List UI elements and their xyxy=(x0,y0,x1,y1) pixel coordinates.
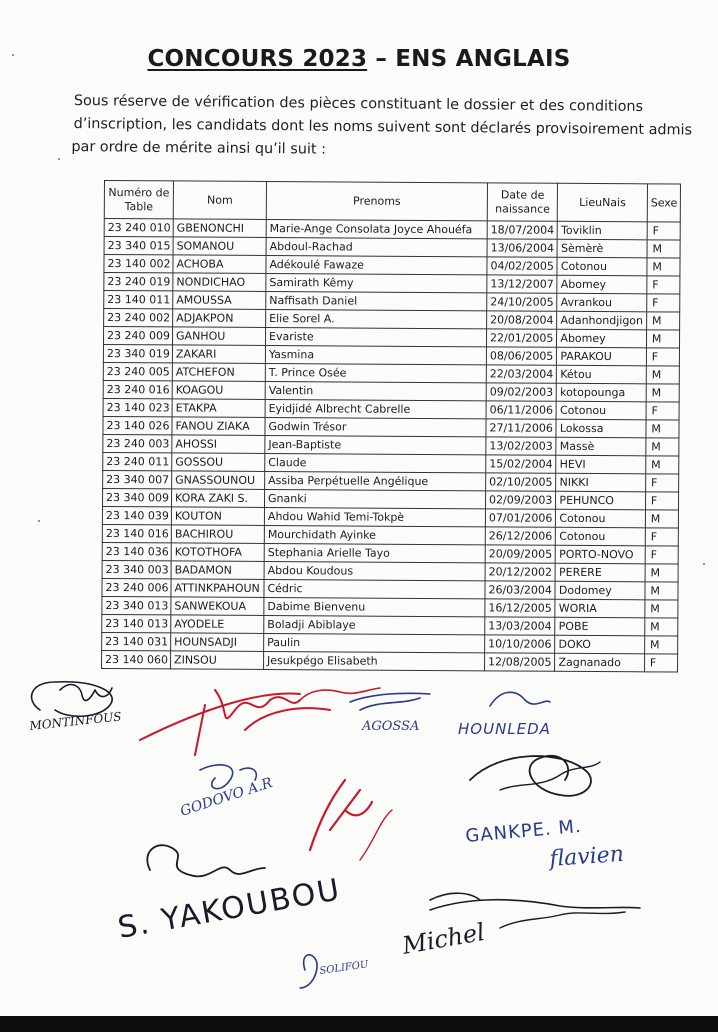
cell-sexe: F xyxy=(645,546,679,564)
signature-text: GANKPE. M. xyxy=(464,815,583,847)
cell-nom: GNASSOUNOU xyxy=(172,471,265,490)
cell-nom: GBENONCHI xyxy=(173,219,266,238)
cell-lieu: Dodomey xyxy=(555,581,645,600)
signature-red-check xyxy=(310,780,392,860)
cell-numero: 23 240 006 xyxy=(102,578,171,596)
cell-lieu: Cotonou xyxy=(556,527,646,546)
cell-numero: 23 140 016 xyxy=(102,524,171,542)
cell-sexe: M xyxy=(646,312,680,330)
cell-prenoms: Ahdou Wahid Temi-Tokpè xyxy=(264,507,485,526)
cell-sexe: M xyxy=(646,438,680,456)
cell-lieu: PERERE xyxy=(555,563,645,582)
header-date: Date de naissance xyxy=(487,183,558,221)
cell-date: 09/02/2003 xyxy=(486,383,557,401)
document-title xyxy=(0,46,718,72)
cell-sexe: M xyxy=(645,636,679,654)
cell-date: 02/10/2005 xyxy=(486,473,557,491)
cell-lieu: Lokossa xyxy=(556,419,646,438)
cell-lieu: PEHUNCO xyxy=(556,491,646,510)
scan-bottom-edge xyxy=(0,1016,718,1032)
signature-text: GODOVO A.R xyxy=(178,774,275,820)
cell-lieu: Abomey xyxy=(557,275,647,294)
cell-sexe: M xyxy=(646,366,680,384)
cell-nom: ADJAKPON xyxy=(173,309,266,328)
cell-nom: KOTOTHOFA xyxy=(171,543,264,562)
signature-text: flavien xyxy=(548,841,625,872)
intro-line: Sous réserve de vérification des pièces constituant le dossier et des conditions xyxy=(73,92,644,115)
cell-numero: 23 340 003 xyxy=(102,560,171,578)
cell-prenoms: Marie-Ange Consolata Joyce Ahouéfa xyxy=(266,219,487,238)
cell-date: 16/12/2005 xyxy=(485,599,556,617)
cell-numero: 23 140 060 xyxy=(102,650,171,668)
cell-lieu: Kétou xyxy=(557,365,647,384)
cell-lieu: POBE xyxy=(555,617,645,636)
cell-date: 26/12/2006 xyxy=(485,527,556,545)
cell-prenoms: Godwin Trésor xyxy=(265,417,486,436)
cell-date: 15/02/2004 xyxy=(486,455,557,473)
cell-date: 20/08/2004 xyxy=(487,311,558,329)
intro-line: par ordre de mérite ainsi qu’il suit : xyxy=(71,138,327,158)
cell-sexe: M xyxy=(646,456,680,474)
cell-prenoms: Elie Sorel A. xyxy=(266,309,487,328)
cell-date: 27/11/2006 xyxy=(486,419,557,437)
cell-numero: 23 240 019 xyxy=(104,273,173,291)
cell-numero: 23 340 007 xyxy=(103,470,172,488)
signature-hounleda xyxy=(458,692,551,738)
cell-sexe: M xyxy=(647,240,681,258)
cell-lieu: Abomey xyxy=(557,329,647,348)
header-sexe: Sexe xyxy=(647,184,681,222)
cell-prenoms: Assiba Perpétuelle Angélique xyxy=(265,471,486,490)
signatures-area xyxy=(0,670,718,1010)
cell-date: 10/10/2006 xyxy=(485,635,556,653)
cell-date: 02/09/2003 xyxy=(485,491,556,509)
cell-nom: KOUTON xyxy=(171,507,264,526)
signature-black-loop xyxy=(147,845,265,876)
cell-prenoms: Mourchidath Ayinke xyxy=(264,525,485,544)
cell-sexe: M xyxy=(645,618,679,636)
cell-numero: 23 340 015 xyxy=(104,237,173,255)
table-row xyxy=(102,650,678,672)
cell-lieu: Zagnanado xyxy=(555,653,645,672)
intro-paragraph xyxy=(71,90,693,165)
signature-gankpe xyxy=(465,756,625,872)
scan-speck xyxy=(58,158,60,160)
cell-numero: 23 240 009 xyxy=(103,327,172,345)
cell-numero: 23 140 023 xyxy=(103,398,172,416)
cell-numero: 23 240 010 xyxy=(104,219,173,237)
cell-numero: 23 140 039 xyxy=(102,506,171,524)
cell-prenoms: Samirath Kêmy xyxy=(266,273,487,292)
cell-numero: 23 140 036 xyxy=(102,542,171,560)
cell-prenoms: Boladji Abiblaye xyxy=(264,615,485,634)
cell-sexe: F xyxy=(645,492,679,510)
cell-date: 12/08/2005 xyxy=(485,653,556,671)
cell-lieu: PARAKOU xyxy=(557,347,647,366)
signature-montinfous xyxy=(28,682,122,733)
scan-speck xyxy=(38,520,40,522)
cell-sexe: F xyxy=(647,276,681,294)
cell-numero: 23 240 011 xyxy=(103,452,172,470)
cell-numero: 23 140 026 xyxy=(103,416,172,434)
cell-prenoms: Abdou Koudous xyxy=(264,561,485,580)
table-header-row xyxy=(104,181,681,223)
cell-numero: 23 140 031 xyxy=(102,632,171,650)
cell-prenoms: Gnanki xyxy=(265,489,486,508)
cell-nom: ZAKARI xyxy=(172,345,265,364)
cell-numero: 23 240 016 xyxy=(103,380,172,398)
cell-sexe: M xyxy=(646,384,680,402)
cell-nom: GOSSOU xyxy=(172,453,265,472)
cell-nom: HOUNSADJI xyxy=(171,633,264,652)
cell-nom: SOMANOU xyxy=(173,237,266,256)
cell-lieu: HEVI xyxy=(556,455,646,474)
cell-date: 04/02/2005 xyxy=(487,257,558,275)
header-prenoms: Prenoms xyxy=(266,181,487,220)
cell-numero: 23 240 002 xyxy=(104,309,173,327)
cell-prenoms: Claude xyxy=(265,453,486,472)
cell-lieu: Avrankou xyxy=(557,293,647,312)
cell-prenoms: Stephania Arielle Tayo xyxy=(264,543,485,562)
cell-nom: GANHOU xyxy=(172,327,265,346)
signature-text: SOLIFOU xyxy=(318,959,370,977)
signature-text: Michel xyxy=(400,917,487,960)
signature-text: MONTINFOUS xyxy=(28,709,123,733)
title-program: – ENS ANGLAIS xyxy=(367,46,571,72)
cell-lieu: Adanhondjigon xyxy=(557,311,647,330)
cell-nom: ACHOBA xyxy=(173,255,266,274)
cell-numero: 23 240 005 xyxy=(103,362,172,380)
cell-sexe: F xyxy=(645,528,679,546)
cell-nom: KOAGOU xyxy=(172,381,265,400)
cell-prenoms: Eyidjidé Albrecht Cabrelle xyxy=(265,399,486,418)
scan-speck xyxy=(703,563,705,565)
cell-prenoms: Jean-Baptiste xyxy=(265,435,486,454)
cell-numero: 23 240 003 xyxy=(103,434,172,452)
cell-lieu: NIKKI xyxy=(556,473,646,492)
cell-prenoms: Valentin xyxy=(265,381,486,400)
cell-sexe: F xyxy=(646,348,680,366)
cell-sexe: F xyxy=(644,654,678,672)
cell-numero: 23 340 019 xyxy=(103,345,172,363)
cell-nom: ETAKPA xyxy=(172,399,265,418)
cell-lieu: Cotonou xyxy=(556,509,646,528)
signature-yakoubou xyxy=(115,872,344,946)
signature-red-large xyxy=(140,688,380,755)
cell-sexe: F xyxy=(647,222,681,240)
cell-nom: BACHIROU xyxy=(171,525,264,544)
cell-sexe: M xyxy=(647,258,681,276)
title-contest: CONCOURS 2023 xyxy=(147,46,368,72)
cell-date: 26/03/2004 xyxy=(485,581,556,599)
signature-text: AGOSSA xyxy=(362,719,420,734)
cell-lieu: Sèmèrè xyxy=(557,239,647,258)
cell-sexe: M xyxy=(645,510,679,528)
cell-nom: BADAMON xyxy=(171,561,264,580)
cell-numero: 23 140 011 xyxy=(104,291,173,309)
cell-date: 07/01/2006 xyxy=(485,509,556,527)
signature-solifou xyxy=(300,955,370,988)
cell-date: 22/03/2004 xyxy=(486,365,557,383)
header-numero: Numéro de Table xyxy=(104,181,173,219)
cell-numero: 23 140 013 xyxy=(102,614,171,632)
cell-date: 20/09/2005 xyxy=(485,545,556,563)
cell-sexe: M xyxy=(646,420,680,438)
cell-lieu: Cotonou xyxy=(556,401,646,420)
cell-date: 20/12/2002 xyxy=(485,563,556,581)
cell-date: 13/06/2004 xyxy=(487,239,558,257)
signature-text: S. YAKOUBOU xyxy=(115,872,344,946)
cell-nom: FANOU ZIAKA xyxy=(172,417,265,436)
cell-prenoms: T. Prince Osée xyxy=(265,363,486,382)
cell-lieu: kotopounga xyxy=(557,383,647,402)
cell-nom: SANWEKOUA xyxy=(171,597,264,616)
cell-sexe: F xyxy=(645,474,679,492)
cell-nom: KORA ZAKI S. xyxy=(172,489,265,508)
cell-sexe: M xyxy=(645,600,679,618)
cell-lieu: Cotonou xyxy=(557,257,647,276)
cell-prenoms: Naffisath Daniel xyxy=(266,291,487,310)
cell-sexe: M xyxy=(645,564,679,582)
cell-nom: NONDICHAO xyxy=(173,273,266,292)
cell-nom: AHOSSI xyxy=(172,435,265,454)
cell-lieu: DOKO xyxy=(555,635,645,654)
intro-line: d’inscription, les candidats dont les noms suivent sont déclarés provisoirement admis xyxy=(73,115,693,139)
cell-prenoms: Cédric xyxy=(264,579,485,598)
cell-nom: ATTINKPAHOUN xyxy=(171,579,264,598)
cell-date: 13/02/2003 xyxy=(486,437,557,455)
cell-nom: ZINSOU xyxy=(171,651,264,670)
cell-sexe: M xyxy=(645,582,679,600)
cell-lieu: WORIA xyxy=(555,599,645,618)
cell-lieu: Massè xyxy=(556,437,646,456)
header-lieu: LieuNais xyxy=(558,183,648,222)
cell-lieu: PORTO-NOVO xyxy=(556,545,646,564)
cell-date: 18/07/2004 xyxy=(487,221,558,239)
cell-numero: 23 140 002 xyxy=(104,255,173,273)
cell-sexe: F xyxy=(646,402,680,420)
signature-michel xyxy=(399,893,640,960)
cell-nom: AYODELE xyxy=(171,615,264,634)
cell-sexe: F xyxy=(647,294,681,312)
cell-prenoms: Yasmina xyxy=(265,345,486,364)
results-table xyxy=(101,180,681,673)
cell-sexe: M xyxy=(646,330,680,348)
cell-prenoms: Adékoulé Fawaze xyxy=(266,255,487,274)
cell-numero: 23 340 013 xyxy=(102,596,171,614)
cell-lieu: Toviklin xyxy=(558,221,648,240)
cell-nom: AMOUSSA xyxy=(173,291,266,310)
cell-date: 13/03/2004 xyxy=(485,617,556,635)
cell-prenoms: Paulin xyxy=(264,633,485,652)
header-nom: Nom xyxy=(173,181,266,220)
signature-text: HOUNLEDA xyxy=(458,720,551,738)
cell-nom: ATCHEFON xyxy=(172,363,265,382)
cell-numero: 23 340 009 xyxy=(103,488,172,506)
cell-date: 13/12/2007 xyxy=(487,275,558,293)
signature-godovo xyxy=(178,765,275,820)
cell-prenoms: Evariste xyxy=(265,327,486,346)
signature-agossa xyxy=(350,693,430,734)
cell-date: 22/01/2005 xyxy=(486,329,557,347)
cell-date: 08/06/2005 xyxy=(486,347,557,365)
cell-date: 06/11/2006 xyxy=(486,401,557,419)
cell-prenoms: Dabime Bienvenu xyxy=(264,597,485,616)
cell-prenoms: Abdoul-Rachad xyxy=(266,237,487,256)
cell-date: 24/10/2005 xyxy=(487,293,558,311)
cell-prenoms: Jesukpégo Elisabeth xyxy=(264,651,485,670)
